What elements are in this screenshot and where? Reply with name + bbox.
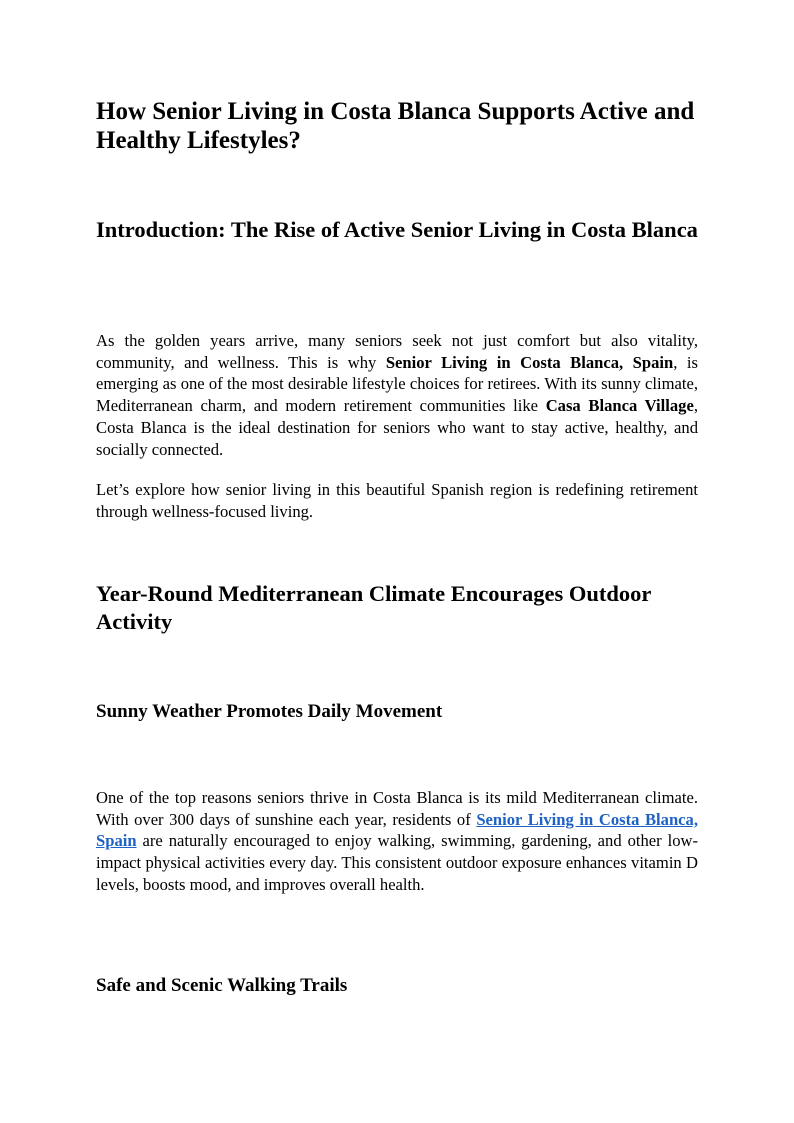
- intro-text-1: As the golden years arrive, many seniors seek not just comfort but also vitality, community, and wellness. This is why: [96, 331, 698, 372]
- subheading-sunny-weather: Sunny Weather Promotes Daily Movement: [96, 701, 443, 722]
- intro-paragraph: [96, 330, 698, 460]
- intro-text-3: , Costa Blanca is the ideal destination for seniors who want to stay active, healthy, and socially connected.: [96, 396, 698, 459]
- senior-living-link[interactable]: Senior Living in Costa Blanca, Spain: [96, 809, 698, 851]
- intro-text-2: , is emerging as one of the most desirable lifestyle choices for retirees. With its sunny climate, Mediterranean charm, and modern retirement communities like: [96, 352, 698, 416]
- sunny-text-1: One of the top reasons seniors thrive in Costa Blanca is its mild Mediterranean climate. With over 300 days of sunshine each year, residents of: [96, 788, 698, 829]
- intro-bold-casa-blanca: Casa Blanca Village: [545, 396, 694, 416]
- sunny-paragraph: [96, 787, 698, 896]
- intro-bold-senior-living: Senior Living in Costa Blanca, Spain: [385, 352, 674, 372]
- section-heading-introduction: Introduction: The Rise of Active Senior Living in Costa Blanca: [96, 217, 698, 242]
- subheading-walking-trails: Safe and Scenic Walking Trails: [96, 975, 348, 996]
- section-heading-climate: Year-Round Mediterranean Climate Encourages Outdoor Activity: [96, 581, 651, 634]
- document-title: How Senior Living in Costa Blanca Supports Active and Healthy Lifestyles?: [96, 98, 695, 154]
- sunny-text-2: are naturally encouraged to enjoy walking, swimming, gardening, and other low-impact physical activities every day. This consistent outdoor exposure enhances vitamin D levels, boosts mood, and improves overall health.: [96, 831, 698, 894]
- explore-paragraph: Let’s explore how senior living in this beautiful Spanish region is redefining retirement through wellness-focused living.: [96, 480, 698, 521]
